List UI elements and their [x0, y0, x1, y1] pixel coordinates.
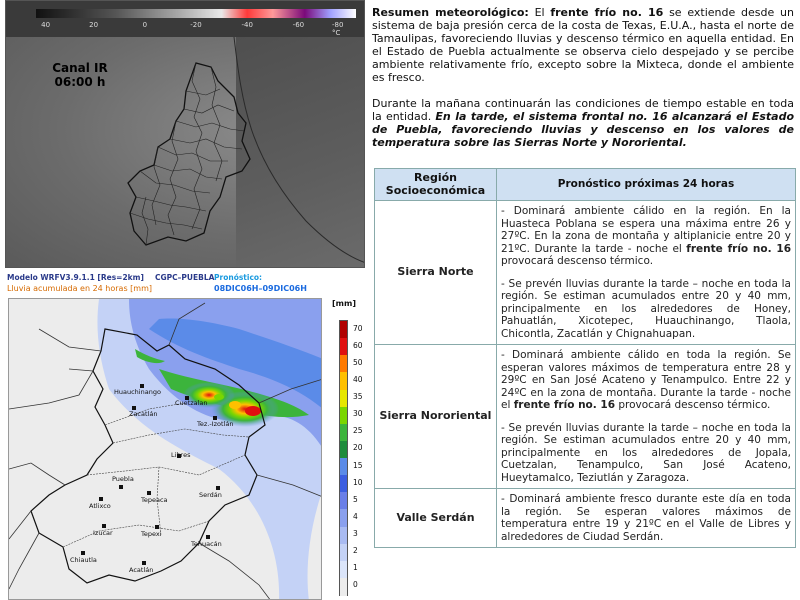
forecast-text: provocará descenso térmico. [615, 399, 771, 411]
summary-text [372, 6, 794, 162]
legend-label: 20 [353, 443, 363, 453]
legend-label: 30 [353, 409, 363, 419]
header-forecast: Pronóstico próximas 24 horas [497, 169, 796, 201]
ir-tick: -40 [241, 21, 253, 29]
forecast-text: - Dominará ambiente cálido en la región. En la Huasteca Poblana se espera una máxima entre 26 y 27ºC. En la zona de montaña y altiplanicie entre 20 y 21ºC. Durante la tarde - noche el [501, 205, 791, 255]
header-region: Región Socioeconómica [375, 169, 497, 201]
ir-time-label: 06:00 h [54, 75, 106, 89]
forecast-temperature [501, 349, 791, 412]
forecast-frente: frente frío no. 16 [686, 242, 791, 255]
city-marker [147, 491, 151, 495]
legend-swatch [340, 407, 347, 425]
legend-label: 25 [353, 426, 363, 436]
ir-puebla-outline [6, 1, 365, 268]
ir-tick: -20 [190, 21, 202, 29]
city-label: Tepexi [141, 530, 162, 538]
city-label: Tehuacán [191, 540, 222, 548]
legend-label: 0 [353, 580, 358, 590]
city-marker [81, 551, 85, 555]
legend-label: 60 [353, 340, 363, 350]
summary-label: Resumen meteorológico: [372, 6, 529, 19]
ir-channel-label: Canal IR [52, 61, 108, 75]
ir-tick: 0 [142, 21, 148, 29]
summary-frente: frente frío no. 16 [550, 6, 664, 19]
legend-label: 1 [353, 563, 358, 573]
legend-swatch [340, 321, 347, 339]
city-label: Libres [171, 451, 191, 459]
city-label: Huauchinango [114, 388, 161, 396]
city-marker [206, 535, 210, 539]
legend-unit: [mm] [332, 299, 356, 308]
city-label: Cuetzalan [175, 399, 208, 407]
legend-swatch [340, 561, 347, 579]
city-marker [119, 485, 123, 489]
legend-swatch [340, 527, 347, 545]
wrf-forecast-label: Pronóstico: [214, 273, 263, 282]
forecast-temperature: - Dominará ambiente fresco durante este día en toda la región. Se esperan valores máximos de temperatura entre 19 y 21ºC en el Valle de Libres y alrededores de Ciudad Serdán. [501, 493, 791, 543]
city-label: Serdán [199, 491, 222, 499]
legend-label: 2 [353, 546, 358, 556]
region-name: Sierra Norte [375, 201, 497, 345]
legend-swatch [340, 509, 347, 527]
forecast-temperature [501, 205, 791, 268]
city-label: Atlixco [89, 502, 111, 510]
ir-satellite-image [5, 0, 365, 268]
city-marker [216, 486, 220, 490]
ir-tick: -60 [292, 21, 305, 29]
city-marker [155, 525, 159, 529]
precipitation-map [8, 298, 322, 600]
city-label: Chiautla [70, 556, 97, 564]
legend-swatch [340, 355, 347, 373]
legend-swatch [340, 492, 347, 510]
ir-tick: 40 [41, 21, 51, 29]
city-marker [99, 497, 103, 501]
legend-swatch [340, 424, 347, 442]
city-marker [142, 561, 146, 565]
morning-text: Durante la mañana continuarán las condiciones de tiempo estable en toda la entidad. [372, 97, 794, 123]
forecast-text: - Dominará ambiente cálido en toda la región. Se esperan valores máximos de temperatura entre 28 y 29ºC en San José Acateno y Tenampulco. Entre 22 y 24ºC en la zona de montaña. Durante la tarde - noche el [501, 349, 791, 411]
legend-swatch [340, 441, 347, 459]
forecast-rain: - Se prevén lluvias durante la tarde – noche en toda la región. Se estiman acumulados entre 20 y 40 mm, principalmente en los alrededores de Jopala, Cuetzalan, Tenampulco, San José Acateno, Hueytamalco, Teziutlán y Zaragoza. [501, 421, 791, 484]
city-label: Izucar [93, 529, 113, 537]
table-row [375, 489, 796, 548]
city-label: Tez.-Izotlán [197, 420, 234, 428]
region-name: Sierra Nororiental [375, 345, 497, 489]
wrf-dates-label: 08DIC06H–09DIC06H [214, 284, 307, 293]
summary-paragraph [372, 6, 794, 84]
city-label: Puebla [112, 475, 134, 483]
legend-swatch [340, 372, 347, 390]
city-label: Tepeaca [141, 496, 168, 504]
forecast-cell [497, 489, 796, 548]
legend-swatch [340, 475, 347, 493]
city-label: Zacatlán [129, 410, 158, 418]
forecast-table [374, 168, 796, 548]
legend-label: 4 [353, 511, 358, 521]
legend-label: 50 [353, 357, 363, 367]
table-header-row [375, 169, 796, 201]
precipitation-legend [326, 298, 366, 600]
legend-swatch [340, 390, 347, 408]
region-name: Valle Serdán [375, 489, 497, 548]
legend-label: 40 [353, 374, 363, 384]
wrf-header [5, 270, 365, 298]
forecast-text: provocará descenso térmico. [501, 255, 654, 267]
forecast-cell [497, 345, 796, 489]
morning-emphasis: En la tarde, el sistema frontal no. 16 alcanzará el Estado de Puebla, favoreciendo lluvias y descenso en los valores de temperatura sobre las Sierras Norte y Nororiental. [372, 110, 795, 149]
table-row [375, 201, 796, 345]
legend-label: 3 [353, 529, 358, 539]
forecast-rain: - Se prevén lluvias durante la tarde – noche en toda la región. Se estiman acumulados entre 20 y 40 mm, principalmente en los alrededores de Honey, Pahuatlán, Xicotepec, Huauchinango, Tlaola, Chicontla, Zacatlán y Chignahuapan. [501, 277, 791, 340]
city-label: Acatlán [129, 566, 154, 574]
summary-text-1: El [528, 6, 551, 19]
ir-tick: 20 [89, 21, 99, 29]
legend-label: 5 [353, 494, 358, 504]
precipitation-map-graphic [9, 299, 322, 600]
table-row [375, 345, 796, 489]
legend-label: 70 [353, 323, 363, 333]
forecast-cell [497, 201, 796, 345]
summary-text-2: se extiende desde un sistema de baja presión cerca de la costa de Texas, E.U.A., hasta el norte de Tamaulipas, favoreciendo lluvias y descenso térmico en aquella entidad. En el Estado de Puebla actualmente se observa cielo despejado y se percibe ambiente relativamente frío, excepto sobre la Mixteca, donde el ambiente es fresco. [372, 6, 794, 84]
legend-label: 10 [353, 477, 363, 487]
legend-swatch [340, 458, 347, 476]
ir-channel-title [40, 61, 120, 89]
wrf-model-label: Modelo WRFV3.9.1.1 [Res=2km] [7, 273, 144, 282]
legend-swatch [340, 544, 347, 562]
legend-swatch [340, 578, 347, 596]
legend-color-bar [339, 320, 348, 596]
legend-label: 15 [353, 460, 363, 470]
legend-label: 35 [353, 392, 363, 402]
wrf-variable-label: Lluvia acumulada en 24 horas [mm] [7, 284, 152, 293]
city-marker [102, 524, 106, 528]
ir-tick: -80 °C [332, 21, 344, 37]
wrf-source-label: CGPC–PUEBLA [155, 273, 215, 282]
forecast-frente: frente frío no. 16 [513, 399, 616, 411]
legend-swatch [340, 338, 347, 356]
morning-paragraph [372, 97, 794, 149]
